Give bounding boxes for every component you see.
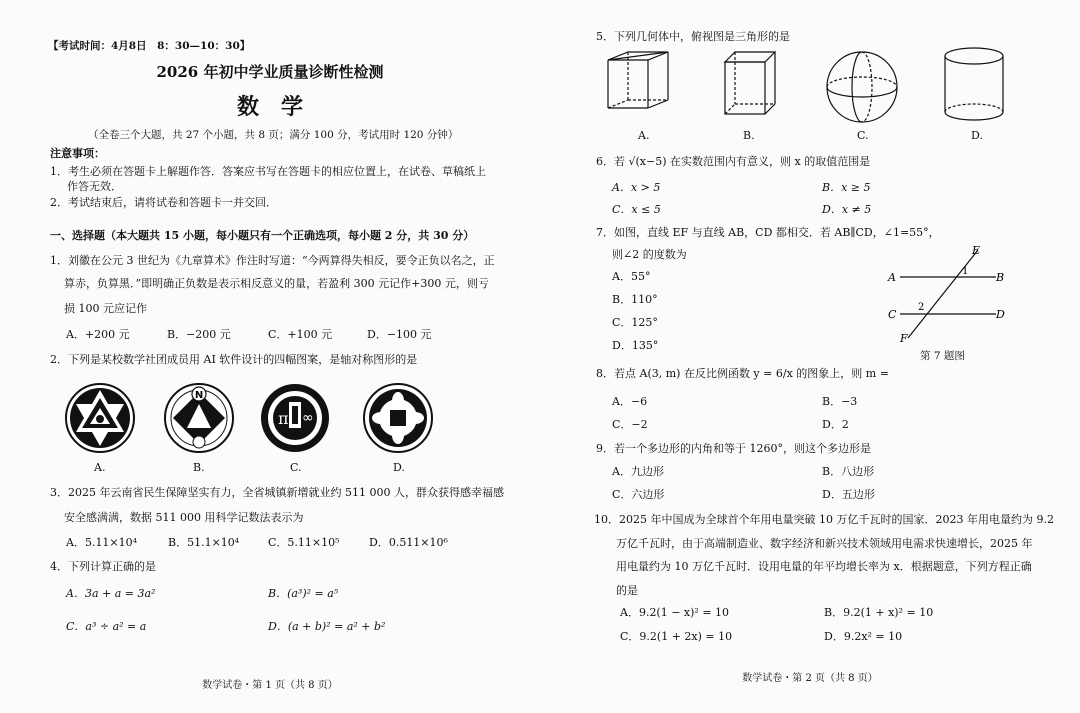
q9-option-d: D．五边形 <box>822 488 875 501</box>
label-f: F <box>900 332 908 345</box>
question-4: 4．下列计算正确的是 <box>50 560 156 573</box>
q6-option-d: D．x ≠ 5 <box>822 203 872 216</box>
q2-emblem-c <box>259 382 331 454</box>
q5-label-a: A. <box>638 129 650 142</box>
q1-option-b: B．−200 元 <box>167 328 231 341</box>
q2-emblem-c-pi: π <box>278 409 289 428</box>
label-angle-1: 1 <box>962 266 969 277</box>
exam-note: （全卷三个大题，共 27 个小题，共 8 页；满分 100 分，考试用时 120 分钟） <box>88 129 459 141</box>
q5-label-b: B. <box>743 129 755 142</box>
q7-option-d: D．135° <box>612 339 659 352</box>
q9-option-a: A．九边形 <box>612 465 664 478</box>
exam-page-2 <box>540 0 1080 713</box>
q7-figure <box>888 244 1008 344</box>
q7-option-a: A．55° <box>612 270 651 283</box>
q2-emblem-b-n-label: N <box>194 390 204 401</box>
question-7-line1: 7．如图，直线 EF 与直线 AB，CD 都相交．若 AB∥CD，∠1=55°， <box>596 226 940 239</box>
subject-title: 数 学 <box>236 94 303 120</box>
label-e: E <box>972 244 981 257</box>
q3-option-a: A．5.11×10⁴ <box>66 536 138 549</box>
q2-emblem-b <box>163 382 235 454</box>
question-10-line3: 用电量约为 10 万亿千瓦时．设用电量的年平均增长率为 x．根据题意，下列方程正确 <box>616 560 1032 573</box>
exam-title: 2026 年初中学业质量诊断性检测 <box>156 63 384 81</box>
page-2-footer: 数学试卷・第 2 页（共 8 页） <box>742 673 878 684</box>
q6-option-b: B．x ≥ 5 <box>822 181 871 194</box>
q3-option-d: D．0.511×10⁶ <box>369 536 448 549</box>
q8-option-b: B．−3 <box>822 395 858 408</box>
question-6: 6．若 √(x−5) 在实数范围内有意义，则 x 的取值范围是 <box>596 155 871 168</box>
q3-option-b: B．51.1×10⁴ <box>168 536 240 549</box>
question-1-line2: 算赤，负算黑．”即明确正负数是表示相反意义的量，若盈利 300 元记作+300 元，则亏 <box>64 277 489 290</box>
label-angle-2: 2 <box>918 302 925 313</box>
notice-1-cont: 作答无效． <box>67 180 122 193</box>
label-d: D <box>996 308 1005 321</box>
notice-2: 2．考试结束后，请将试卷和答题卡一并交回． <box>50 196 277 209</box>
line-ef <box>908 250 978 338</box>
question-2: 2．下列是某校数学社团成员用 AI 软件设计的四幅图案，是轴对称图形的是 <box>50 353 418 366</box>
q2-label-a: A. <box>94 461 106 474</box>
q5-label-d: D. <box>971 129 983 142</box>
q4-option-c: C．a³ ÷ a² = a <box>66 620 147 633</box>
q7-option-c: C．125° <box>612 316 658 329</box>
q5-solid-a-triangular-prism <box>606 50 676 122</box>
question-5: 5．下列几何体中，俯视图是三角形的是 <box>596 30 790 43</box>
question-7-line2: 则∠2 的度数为 <box>612 248 687 261</box>
q5-label-c: C. <box>857 129 869 142</box>
q6-option-a: A．x > 5 <box>612 181 661 194</box>
question-9: 9．若一个多边形的内角和等于 1260°，则这个多边形是 <box>596 442 871 455</box>
q8-option-d: D．2 <box>822 418 849 431</box>
label-c: C <box>888 308 897 321</box>
q9-option-c: C．六边形 <box>612 488 665 501</box>
label-a: A <box>888 271 896 284</box>
q2-emblem-a <box>64 382 136 454</box>
q3-option-c: C．5.11×10⁵ <box>268 536 340 549</box>
page-1-footer: 数学试卷・第 1 页（共 8 页） <box>202 680 338 691</box>
q1-option-a: A．+200 元 <box>66 328 130 341</box>
question-10-line2: 万亿千瓦时，由于高端制造业、数字经济和新兴技术领域用电需求快速增长，2025 年 <box>616 537 1033 550</box>
notice-label: 注意事项： <box>50 147 105 160</box>
q5-solid-b-cuboid <box>723 48 783 124</box>
q4-option-d: D．(a + b)² = a² + b² <box>268 620 386 633</box>
q2-label-c: C. <box>290 461 302 474</box>
q6-option-c: C．x ≤ 5 <box>612 203 661 216</box>
q10-option-d: D．9.2x² = 10 <box>824 630 903 643</box>
section-1-heading: 一、选择题（本大题共 15 小题，每小题只有一个正确选项，每小题 2 分，共 30 分） <box>50 229 475 242</box>
q7-option-b: B．110° <box>612 293 658 306</box>
label-b: B <box>996 271 1005 284</box>
question-10-line4: 的是 <box>616 584 638 597</box>
q10-option-a: A．9.2(1 − x)² = 10 <box>620 606 730 619</box>
question-10-line1: 10．2025 年中国成为全球首个年用电量突破 10 万亿千瓦时的国家．2023 年用电量约为 9.2 <box>594 513 1054 526</box>
q5-solid-c-sphere <box>825 50 899 124</box>
q10-option-b: B．9.2(1 + x)² = 10 <box>824 606 934 619</box>
q1-option-d: D．−100 元 <box>367 328 432 341</box>
q7-figure-caption: 第 7 题图 <box>920 350 965 362</box>
q8-option-a: A．−6 <box>612 395 648 408</box>
question-1-line3: 损 100 元应记作 <box>64 302 147 315</box>
question-3-line1: 3．2025 年云南省民生保障坚实有力，全省城镇新增就业约 511 000 人，群众获得感幸福感 <box>50 486 504 499</box>
question-1-line1: 1．刘徽在公元 3 世纪为《九章算术》作注时写道：“今两算得失相反，要令正负以名之，正 <box>50 254 495 267</box>
q1-option-c: C．+100 元 <box>268 328 333 341</box>
q2-label-d: D. <box>393 461 405 474</box>
question-8: 8．若点 A(3, m) 在反比例函数 y = 6/x 的图象上，则 m = <box>596 367 889 380</box>
q4-option-a: A．3a + a = 3a² <box>66 587 156 600</box>
question-3-line2: 安全感满满，数据 511 000 用科学记数法表示为 <box>64 511 304 524</box>
exam-time: 【考试时间：4月8日 8：30—10：30】 <box>48 40 251 52</box>
q2-emblem-d <box>362 382 434 454</box>
q2-label-b: B. <box>193 461 205 474</box>
q2-emblem-c-infinity: ∞ <box>302 410 314 426</box>
q9-option-b: B．八边形 <box>822 465 875 478</box>
q4-option-b: B．(a³)² = a⁵ <box>268 587 339 600</box>
q10-option-c: C．9.2(1 + 2x) = 10 <box>620 630 733 643</box>
q8-option-c: C．−2 <box>612 418 648 431</box>
notice-1: 1．考生必须在答题卡上解题作答．答案应书写在答题卡的相应位置上，在试卷、草稿纸上 <box>50 165 486 178</box>
q5-solid-d-cylinder <box>942 46 1006 126</box>
